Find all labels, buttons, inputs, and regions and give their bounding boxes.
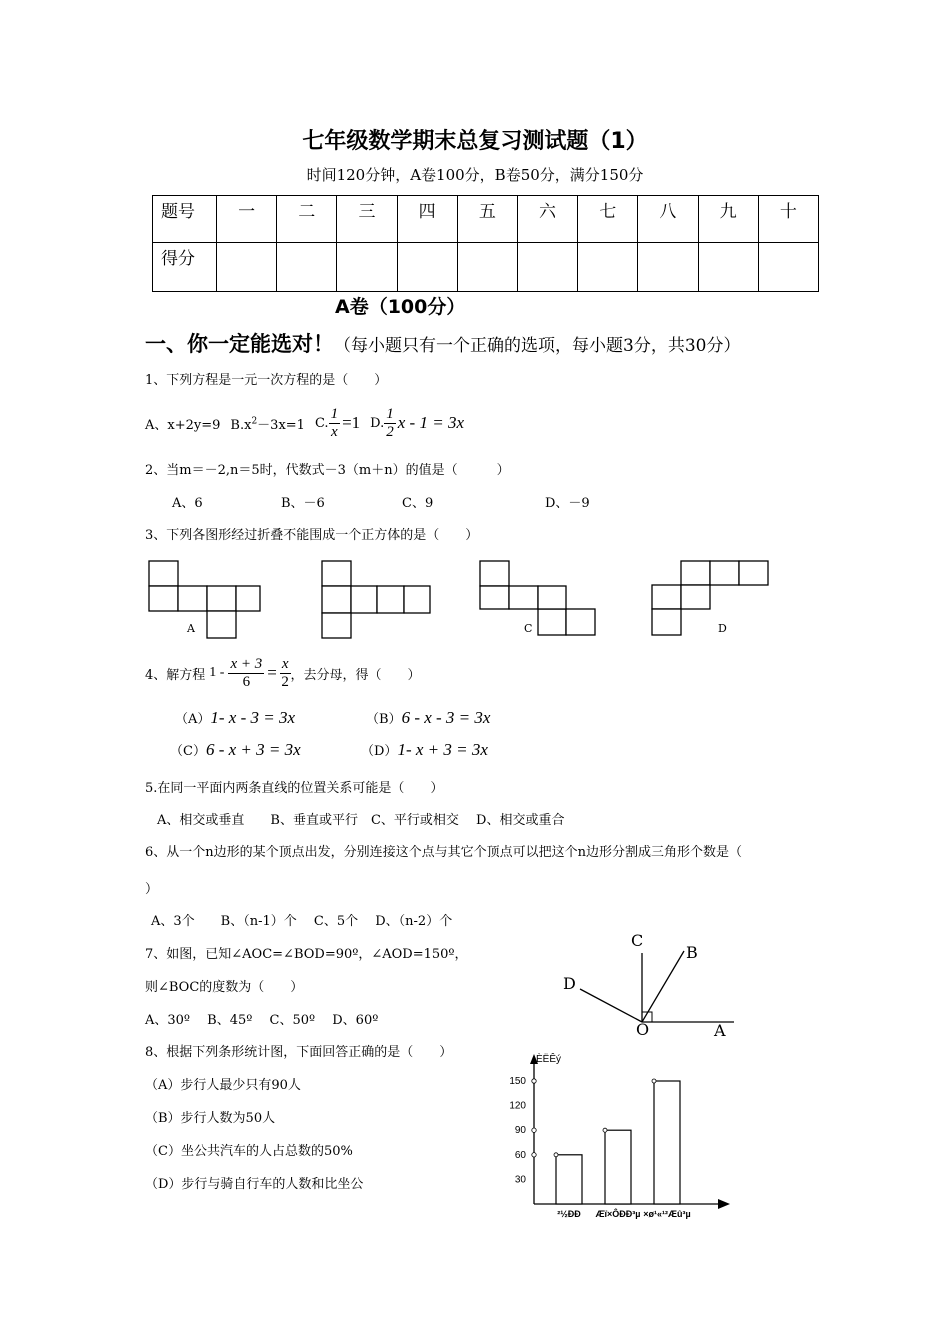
q3-stem: 3、下列各图形经过折叠不能围成一个正方体的是（ ） (145, 528, 479, 543)
bar-chart (500, 1050, 760, 1230)
chart-ytick-marker (532, 1153, 536, 1157)
q1-option-d-rest: x - 1 = 3x (397, 413, 464, 432)
q1-d-num: 1 (386, 405, 394, 422)
chart-category-label: Æï×ÔÐÐ³µ (595, 1209, 641, 1219)
score-cell[interactable] (698, 243, 758, 292)
score-cell[interactable] (397, 243, 457, 292)
q1-options (145, 400, 464, 446)
q2-stem: 2、当m＝－2,n＝5时，代数式－3（m＋n）的值是（ ） (145, 463, 510, 478)
score-cell[interactable] (457, 243, 517, 292)
score-table-col: 一 (217, 196, 277, 243)
part1-title: 一、你一定能选对！ (145, 332, 334, 356)
fig-label-c: C (631, 931, 644, 950)
net-b (322, 561, 430, 638)
q4-option-c-label: （C） (170, 744, 206, 759)
chart-bar-marker (652, 1079, 656, 1083)
q7-options: A、30º B、45º C、50º D、60º (145, 1013, 379, 1028)
fig-label-d: D (563, 974, 576, 993)
q6-stem-end: ） (145, 882, 159, 897)
cube-nets-figure (0, 555, 950, 655)
q4-option-a (175, 708, 295, 728)
q4-stem-prefix: 4、解方程 (145, 667, 206, 683)
q1-option-c-fraction (329, 406, 341, 441)
score-cell[interactable] (578, 243, 638, 292)
net-label-a: A (187, 622, 195, 635)
q6-stem: 6、从一个n边形的某个顶点出发，分别连接这个点与其它个顶点可以把这个n边形分割成三角形个数是（ (145, 845, 743, 860)
section-a-heading: A卷（100分） (335, 296, 466, 318)
q4-eq: = (267, 663, 277, 682)
q4-option-b-label: （B） (366, 712, 402, 727)
q4-stem-suffix: ，去分母，得（ ） (290, 667, 421, 683)
q4-lhs-head: 1 - (209, 665, 225, 680)
score-cell[interactable] (517, 243, 577, 292)
q4-stem (145, 650, 421, 696)
q8-option-a: （A）步行人最少只有90人 (145, 1078, 301, 1093)
q2-option-c: C、9 (402, 496, 434, 511)
q6-options: A、3个 B、（n-1）个 C、5个 D、（n-2）个 (151, 914, 453, 929)
score-cell[interactable] (758, 243, 818, 292)
q7-stem: 7、如图，已知∠AOC=∠BOD=90º，∠AOD=150º， (145, 947, 468, 962)
fig-label-b: B (686, 943, 698, 962)
score-cell[interactable] (217, 243, 277, 292)
chart-ytick-label: 150 (509, 1076, 526, 1087)
q2-option-a: A、6 (172, 496, 203, 511)
score-table-col: 八 (638, 196, 698, 243)
chart-ylabel: ÈËÊý (536, 1054, 562, 1065)
q1-c-num: 1 (330, 405, 339, 422)
chart-category-label: ²½ÐÐ (557, 1209, 581, 1219)
chart-bar (605, 1130, 631, 1204)
chart-ytick-label: 90 (514, 1125, 526, 1137)
ray-ob (642, 951, 684, 1022)
q1-option-c-rest: =1 (342, 413, 361, 432)
q4-option-d (361, 740, 488, 760)
net-d (652, 561, 768, 635)
chart-ytick-label: 120 (509, 1100, 526, 1112)
net-label-c: C (524, 622, 533, 635)
q7-stem2: 则∠BOC的度数为（ ） (145, 980, 304, 995)
q4-frac2-den: 2 (281, 673, 289, 690)
q8-option-b: （B）步行人数为50人 (145, 1111, 276, 1126)
score-table-col: 六 (517, 196, 577, 243)
q4-frac1-den: 6 (242, 673, 251, 690)
q4-frac1-num: x + 3 (230, 655, 263, 672)
net-label-d: D (718, 622, 727, 635)
q2-option-d: D、－9 (545, 496, 590, 511)
q5-options: A、相交或垂直 B、垂直或平行 C、平行或相交 D、相交或重合 (157, 813, 565, 828)
q4-option-a-expr: 1- x - 3 = 3x (210, 708, 296, 727)
q4-option-d-expr: 1- x + 3 = 3x (397, 740, 488, 759)
q1-option-b-suffix: －3x=1 (257, 417, 305, 433)
ray-od (580, 989, 642, 1022)
score-table (152, 195, 819, 292)
score-table-col: 二 (277, 196, 337, 243)
chart-ytick-marker (532, 1079, 536, 1083)
score-table-col: 五 (457, 196, 517, 243)
angle-figure (560, 935, 760, 1045)
q8-option-d: （D）步行与骑自行车的人数和比坐公 (145, 1177, 364, 1192)
score-table-col: 三 (337, 196, 397, 243)
q4-option-a-label: （A） (175, 712, 211, 727)
score-cell[interactable] (277, 243, 337, 292)
chart-ytick-marker (532, 1128, 536, 1132)
q1-option-d-fraction (384, 406, 396, 441)
score-cell[interactable] (638, 243, 698, 292)
net-a (149, 561, 260, 638)
q1-d-den: 2 (386, 423, 394, 440)
exam-info: 时间120分钟，A卷100分，B卷50分，满分150分 (306, 166, 644, 184)
q1-option-b-sup: 2 (251, 416, 258, 427)
score-table-col: 九 (698, 196, 758, 243)
q4-option-c-expr: 6 - x + 3 = 3x (205, 740, 301, 759)
score-table-row2-label: 得分 (153, 243, 217, 292)
part1-heading (145, 328, 740, 358)
score-table-col: 四 (397, 196, 457, 243)
q4-option-c (170, 740, 301, 760)
chart-bar (654, 1081, 680, 1204)
q1-option-b (230, 414, 305, 433)
q1-option-c-label: C. (314, 415, 329, 431)
q4-option-d-label: （D） (361, 744, 398, 759)
score-table-row1-label: 题号 (153, 196, 217, 243)
score-table-col: 十 (758, 196, 818, 243)
net-c (480, 561, 595, 635)
fig-label-a: A (714, 1021, 726, 1040)
q4-option-b (366, 708, 490, 728)
chart-bar-marker (554, 1153, 558, 1157)
chart-ytick-label: 60 (514, 1149, 526, 1161)
q8-option-c: （C）坐公共汽车的人占总数的50% (145, 1144, 353, 1159)
page-title: 七年级数学期末总复习测试题（1） (302, 129, 648, 154)
q1-option-d-label: D. (370, 415, 385, 431)
q8-stem: 8、根据下列条形统计图，下面回答正确的是（ ） (145, 1045, 453, 1060)
chart-bar (556, 1155, 582, 1204)
chart-ytick-label: 30 (514, 1174, 526, 1186)
q2-option-b: B、－6 (281, 496, 325, 511)
part1-note: （每小题只有一个正确的选项，每小题3分，共30分） (334, 336, 741, 356)
q1-stem: 1、下列方程是一元一次方程的是（ ） (145, 373, 388, 388)
q1-option-b-prefix: B.x (230, 417, 252, 433)
q4-frac2-num: x (281, 655, 289, 672)
score-cell[interactable] (337, 243, 397, 292)
q1-c-den: x (330, 423, 338, 440)
chart-bar-marker (603, 1128, 607, 1132)
q4-frac1 (228, 656, 264, 691)
chart-category-label: ×ø¹«¹²Æû³µ (643, 1209, 691, 1219)
chart-x-axis-arrow (718, 1199, 730, 1209)
score-table-col: 七 (578, 196, 638, 243)
q5-stem: 5.在同一平面内两条直线的位置关系可能是（ ） (145, 781, 444, 796)
q1-option-a: A、x+2y=9 (145, 417, 221, 433)
fig-label-o: O (636, 1020, 650, 1039)
q4-frac2 (280, 656, 291, 691)
q4-option-b-expr: 6 - x - 3 = 3x (401, 708, 491, 727)
